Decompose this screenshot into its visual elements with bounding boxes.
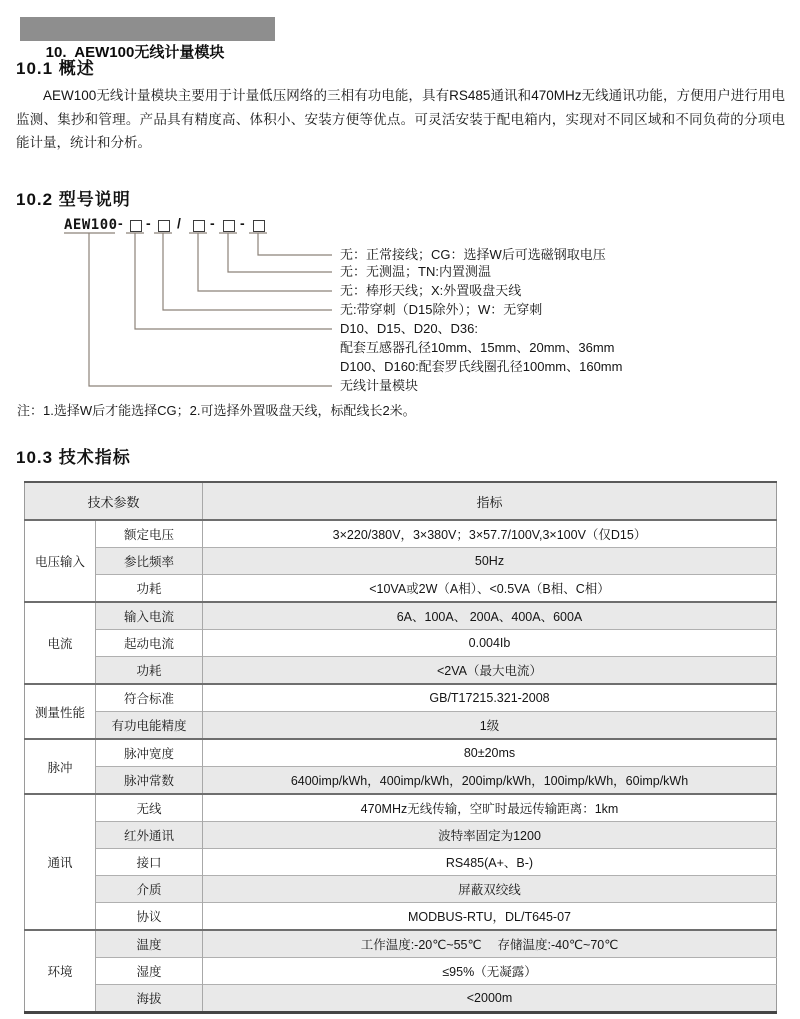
spec-param: 额定电压	[96, 520, 203, 548]
spec-param: 脉冲宽度	[96, 739, 203, 767]
chapter-header-bar	[20, 17, 275, 61]
model-separator: -	[118, 215, 123, 231]
table-row	[25, 985, 777, 1013]
spec-value: 1级	[203, 712, 777, 740]
spec-param: 脉冲常数	[96, 767, 203, 795]
model-label-wiring: 无：正常接线；CG：选择W后可选磁钢取电压	[340, 247, 606, 262]
spec-group-current: 电流	[25, 602, 96, 684]
table-row	[25, 548, 777, 575]
model-separator: -	[210, 215, 215, 231]
overview-heading: 10.1 概述	[16, 59, 95, 78]
model-separator: -	[146, 215, 151, 231]
spec-param: 海拔	[96, 985, 203, 1013]
model-code-box-2	[158, 220, 170, 232]
model-label-ct-aperture: 配套互感器孔径10mm、15mm、20mm、36mm	[340, 340, 615, 355]
model-label-antenna: 无：棒形天线；X:外置吸盘天线	[340, 283, 522, 298]
model-separator: /	[177, 215, 181, 231]
spec-param: 参比频率	[96, 548, 203, 575]
spec-value: 6400imp/kWh，400imp/kWh，200imp/kWh，100imp/kWh，60imp/kWh	[203, 767, 777, 795]
table-row	[25, 712, 777, 740]
specs-heading: 10.3 技术指标	[16, 448, 131, 467]
spec-value: MODBUS-RTU，DL/T645-07	[203, 903, 777, 931]
spec-param: 接口	[96, 849, 203, 876]
spec-value: <2000m	[203, 985, 777, 1013]
table-row	[25, 657, 777, 685]
table-row	[25, 849, 777, 876]
model-label-base-name: 无线计量模块	[340, 378, 419, 393]
spec-value: 3×220/380V，3×380V；3×57.7/100V,3×100V（仅D15）	[203, 520, 777, 548]
model-note: 注：1.选择W后才能选择CG；2.可选择外置吸盘天线，标配线长2米。	[17, 403, 416, 418]
spec-value: 6A、100A、 200A、400A、600A	[203, 602, 777, 630]
model-code-box-5	[253, 220, 265, 232]
table-row	[25, 575, 777, 603]
spec-param: 起动电流	[96, 630, 203, 657]
model-label-aperture-codes: D10、D15、D20、D36:	[340, 321, 479, 336]
chapter-title: 10. AEW100无线计量模块	[45, 44, 225, 61]
overview-paragraph: AEW100无线计量模块主要用于计量低压网络的三相有功电能，具有RS485通讯和470MHz无线通讯功能，方便用户进行用电监测、集抄和管理。产品具有精度高、体积小、安装方便等优点。可灵活安装于配电箱内，实现对不同区域和不同负荷的分项电能计量，统计和分析。	[16, 88, 785, 150]
table-row	[25, 903, 777, 931]
spec-param: 湿度	[96, 958, 203, 985]
spec-group-voltage: 电压输入	[25, 520, 96, 602]
spec-value: 80±20ms	[203, 739, 777, 767]
spec-value: <10VA或2W（A相）、<0.5VA（B相、C相）	[203, 575, 777, 603]
table-row	[25, 630, 777, 657]
spec-param: 介质	[96, 876, 203, 903]
model-code-box-3	[193, 220, 205, 232]
table-row	[25, 684, 777, 712]
table-row	[25, 930, 777, 958]
spec-value: <2VA（最大电流）	[203, 657, 777, 685]
spec-param: 符合标准	[96, 684, 203, 712]
spec-group-environment: 环境	[25, 930, 96, 1013]
table-row	[25, 767, 777, 795]
specs-header-param: 技术参数	[25, 482, 203, 520]
spec-group-metering: 测量性能	[25, 684, 96, 739]
table-row	[25, 876, 777, 903]
model-label-temperature-option: 无：无测温；TN:内置测温	[340, 264, 491, 279]
table-row	[25, 739, 777, 767]
spec-value: GB/T17215.321-2008	[203, 684, 777, 712]
spec-param: 输入电流	[96, 602, 203, 630]
spec-value: 50Hz	[203, 548, 777, 575]
spec-param: 功耗	[96, 657, 203, 685]
spec-param: 温度	[96, 930, 203, 958]
table-row	[25, 602, 777, 630]
spec-group-pulse: 脉冲	[25, 739, 96, 794]
model-label-rogowski-aperture: D100、D160:配套罗氏线圈孔径100mm、160mm	[340, 359, 623, 374]
table-row	[25, 794, 777, 822]
model-code-box-1	[130, 220, 142, 232]
spec-group-communication: 通讯	[25, 794, 96, 930]
model-code-box-4	[223, 220, 235, 232]
table-row	[25, 822, 777, 849]
spec-value: RS485(A+、B-)	[203, 849, 777, 876]
spec-param: 红外通讯	[96, 822, 203, 849]
model-label-piercing: 无:带穿刺（D15除外）；W：无穿刺	[340, 302, 543, 317]
spec-param: 有功电能精度	[96, 712, 203, 740]
spec-value: 工作温度:-20℃~55℃ 存储温度:-40℃~70℃	[203, 930, 777, 958]
model-prefix: AEW100	[64, 217, 118, 233]
specs-header-row	[25, 482, 777, 520]
spec-param: 无线	[96, 794, 203, 822]
spec-value: 0.004Ib	[203, 630, 777, 657]
spec-param: 功耗	[96, 575, 203, 603]
specs-header-value: 指标	[203, 482, 777, 520]
spec-value: 屏蔽双绞线	[203, 876, 777, 903]
table-row	[25, 958, 777, 985]
spec-value: 470MHz无线传输，空旷时最远传输距离：1km	[203, 794, 777, 822]
model-separator: -	[240, 215, 245, 231]
table-row	[25, 520, 777, 548]
specs-table	[24, 481, 777, 1014]
spec-value: 波特率固定为1200	[203, 822, 777, 849]
spec-param: 协议	[96, 903, 203, 931]
spec-value: ≤95%（无凝露）	[203, 958, 777, 985]
model-heading: 10.2 型号说明	[16, 190, 131, 209]
